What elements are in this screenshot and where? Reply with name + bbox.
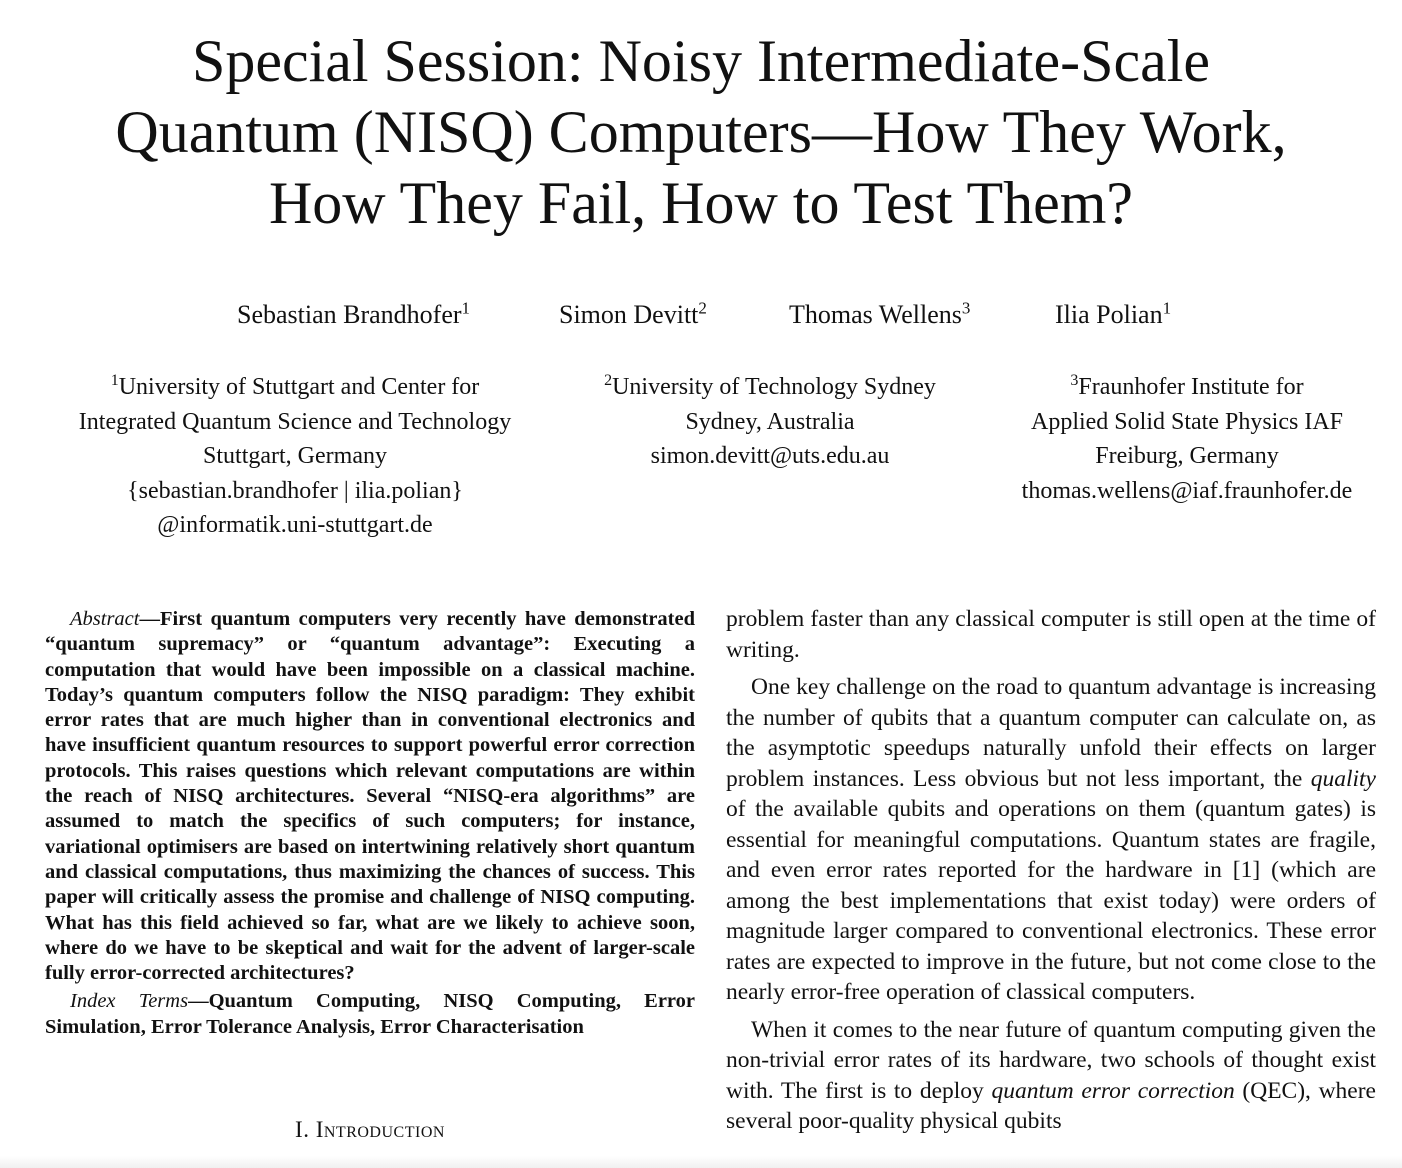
section-title: Introduction — [315, 1117, 445, 1142]
affiliation-stuttgart: $^1$University of Stuttgart and Center for Integrated Quantum Science and Technology Stuttgart, Germany {sebastian.brandhofer | ilia.polian} @informatik.uni-stuttgart.de — [45, 370, 545, 543]
paper-title — [0, 26, 1402, 239]
left-column — [45, 607, 695, 1040]
affiliation-sydney: $^2$University of Technology Sydney Sydney, Australia simon.devitt@uts.edu.au — [570, 370, 970, 474]
index-terms-text: —Quantum Computing, NISQ Computing, Error Simulation, Error Tolerance Analysis, Error Characterisation — [45, 990, 695, 1038]
author-polian: Ilia Polian$^1$ — [1055, 298, 1172, 329]
section-heading-introduction — [45, 1117, 695, 1143]
author-devitt: Simon Devitt$^2$ — [559, 298, 707, 329]
paragraph-key-challenge: One key challenge on the road to quantum advantage is increasing the number of qubits that a quantum computer can calculate on, as the asymptotic speedups naturally unfold their effects on larger problem instances. Less obvious but not less important, the quality of the available qubits and operations on them (quantum gates) is essential for meaningful computations. Quantum states are fragile, and even error rates reported for the hardware in [1] (which are among the best implementations that exist today) were orders of magnitude larger compared to conventional electronics. These error rates are expected to improve in the future, but not come close to the nearly error-free operation of classical computers. — [726, 674, 1376, 1005]
abstract-label: Abstract — [70, 608, 140, 630]
index-terms-label: Index Terms — [70, 990, 189, 1013]
email-devitt: simon.devitt@uts.edu.au — [650, 443, 890, 469]
email-stuttgart: {sebastian.brandhofer | ilia.polian} — [127, 477, 463, 504]
page-bottom-edge — [0, 1156, 1402, 1168]
title-line-3: How They Fail, How to Test Them? — [268, 170, 1134, 236]
abstract-text: —First quantum computers very recently have demonstrated “quantum supremacy” or “quantum advantage”: Executing a computation that would have been impossible on a classical machine. Today’s quantum computers follow the NISQ paradigm: They exhibit error rates that are much higher than in conventional electronics and have insufficient quantum resources to support powerful error correction protocols. This raises questions which relevant computations are within the reach of NISQ architectures. Several “NISQ-era algorithms” are assumed to match the specifics of such computers; for instance, variational optimisers are based on intertwining relatively short quantum and classical computations, thus maximizing the chances of success. This paper will critically assess the promise and challenge of NISQ computing. What has this field achieved so far, what are we likely to achieve soon, where do we have to be skeptical and wait for the advent of larger-scale fully error-corrected architectures? — [45, 608, 695, 985]
paragraph-continued: problem faster than any classical computer is still open at the time of writing. — [726, 606, 1376, 663]
author-affil-sup: 1 — [461, 298, 471, 318]
paragraph-near-future: When it comes to the near future of quantum computing given the non-trivial error rates of its hardware, two schools of thought exist with. The first is to deploy quantum error correction (QEC), where several poor-quality physical qubits — [726, 1016, 1376, 1134]
section-number: I. — [295, 1117, 310, 1142]
title-line-2: Quantum (NISQ) Computers—How They Work, — [115, 99, 1287, 165]
author-affil-sup: 3 — [961, 298, 971, 318]
author-affil-sup: 2 — [698, 298, 707, 318]
email-domain-stuttgart: @informatik.uni-stuttgart.de — [157, 512, 433, 538]
author-affil-sup: 1 — [1162, 298, 1172, 318]
right-column — [726, 604, 1376, 1144]
title-line-1: Special Session: Noisy Intermediate-Scale — [191, 28, 1211, 94]
author-list — [0, 300, 1402, 334]
author-wellens: Thomas Wellens$^3$ — [789, 298, 971, 329]
affiliation-fraunhofer: $^3$Fraunhofer Institute for Applied Solid State Physics IAF Freiburg, Germany thomas.wellens@iaf.fraunhofer.de — [1002, 370, 1372, 508]
email-wellens: thomas.wellens@iaf.fraunhofer.de — [1021, 477, 1353, 504]
index-terms — [45, 989, 695, 1040]
abstract — [45, 607, 695, 986]
author-brandhofer: Sebastian Brandhofer$^1$ — [237, 298, 471, 329]
